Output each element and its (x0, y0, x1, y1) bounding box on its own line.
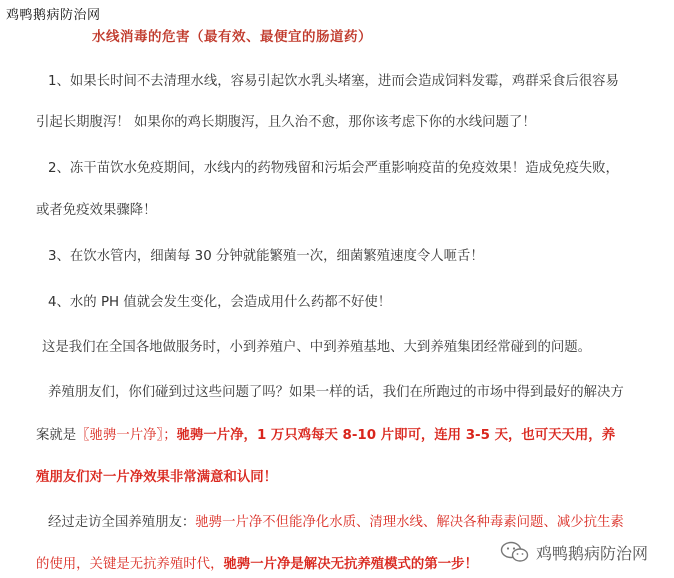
watermark-text: 鸡鸭鹅病防治网 (536, 543, 649, 563)
p6-line2-plain: 案就是 (36, 428, 77, 443)
p6-line3: 殖朋友们对一片净效果非常满意和认同！ (36, 470, 278, 485)
p7-line1 (48, 511, 624, 530)
p2-line2: 或者免疫效果骤降！ (36, 203, 157, 218)
p7-line2-red: 的使用，关键是无抗养殖时代， (36, 557, 224, 572)
p1-line1: 1、如果长时间不去清理水线，容易引起饮水乳头堵塞，进而会造成饲料发霉，鸡群采食后很容易 (48, 74, 619, 89)
site-label: 鸡鸭鹅病防治网 (6, 8, 101, 23)
p5-line1: 这是我们在全国各地做服务时，小到养殖户、中到养殖基地、大到养殖集团经常碰到的问题。 (42, 340, 592, 355)
p6-line2 (36, 424, 615, 443)
p6-dosage: 驰骋一片净，1 万只鸡每天 8-10 片即可，连用 3-5 天，也可天天用，养 (176, 428, 616, 443)
p7-line1-plain: 经过走访全国养殖朋友： (48, 515, 196, 530)
p4-line1: 4、水的 PH 值就会发生变化，会造成用什么药都不好使！ (48, 295, 392, 310)
p2-line1: 2、冻干苗饮水免疫期间，水线内的药物残留和污垢会严重影响疫苗的免疫效果！造成免疫失败， (48, 161, 619, 176)
p7-line2-bold: 驰骋一片净是解决无抗养殖模式的第一步！ (223, 557, 478, 572)
p1-line2: 引起长期腹泻！ 如果你的鸡长期腹泻，且久治不愈，那你该考虑下你的水线问题了！ (36, 115, 536, 130)
p3-line1: 3、在饮水管内，细菌每 30 分钟就能繁殖一次，细菌繁殖速度令人咂舌！ (48, 249, 484, 264)
article-title: 水线消毒的危害（最有效、最便宜的肠道药） (92, 29, 372, 45)
p6-product-name: 〖驰骋一片净〗； (76, 428, 177, 443)
p7-line1-red: 驰骋一片净不但能净化水质、清理水线、解决各种毒素问题、减少抗生素 (195, 515, 624, 530)
p7-line2 (36, 553, 478, 572)
wechat-icon (500, 540, 530, 564)
p6-line1: 养殖朋友们，你们碰到过这些问题了吗？如果一样的话，我们在所跑过的市场中得到最好的解决方 (48, 385, 624, 400)
watermark (500, 540, 648, 564)
